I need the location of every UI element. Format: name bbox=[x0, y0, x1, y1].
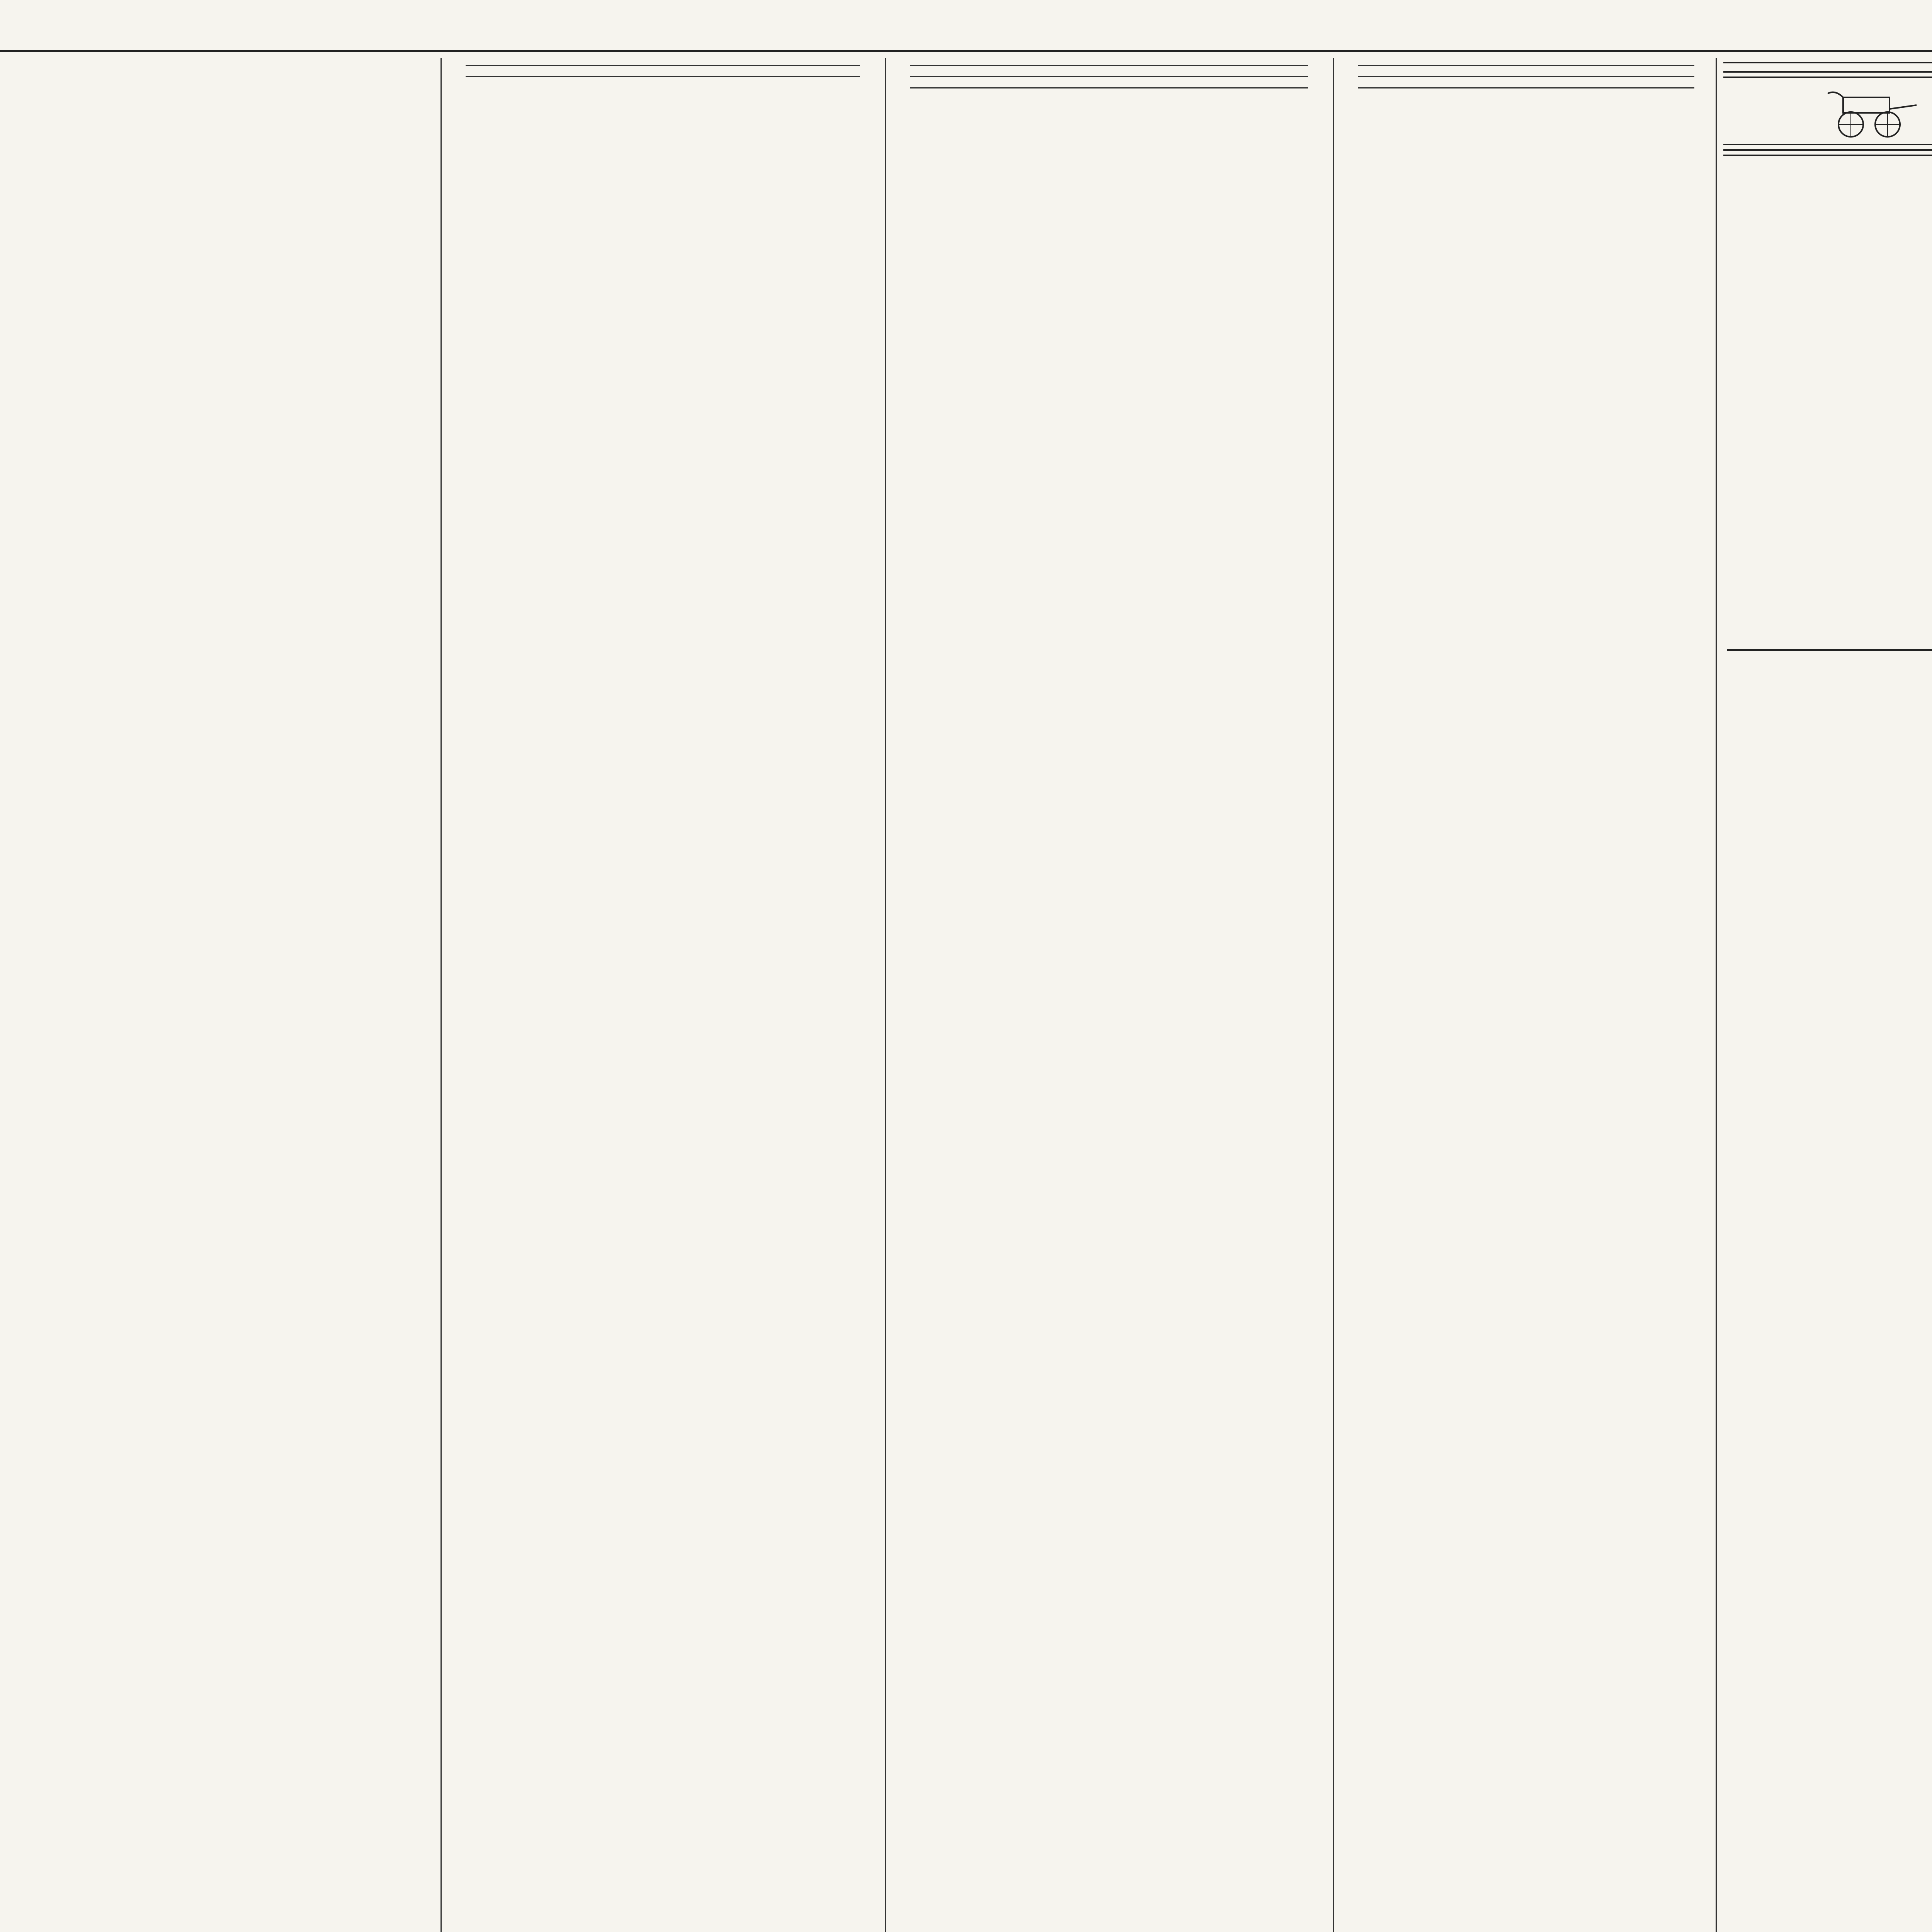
divider bbox=[466, 76, 860, 77]
divider bbox=[1727, 649, 1932, 651]
column-1 bbox=[15, 58, 433, 1932]
column-rule bbox=[885, 58, 886, 1932]
divider bbox=[1723, 77, 1932, 78]
divider bbox=[1358, 87, 1694, 88]
column-4 bbox=[1343, 58, 1710, 1932]
divider bbox=[1723, 144, 1932, 145]
divider bbox=[1723, 155, 1932, 156]
carriage-illustration bbox=[1820, 82, 1920, 140]
divider bbox=[910, 65, 1308, 66]
divider bbox=[1358, 76, 1694, 77]
divider bbox=[466, 65, 860, 66]
column-rule bbox=[1716, 58, 1717, 1932]
divider bbox=[1723, 149, 1932, 151]
column-2 bbox=[450, 58, 875, 1932]
divider bbox=[1358, 65, 1694, 66]
divider bbox=[1723, 62, 1932, 63]
column-rule bbox=[1333, 58, 1334, 1932]
column-3 bbox=[895, 58, 1323, 1932]
divider bbox=[910, 76, 1308, 77]
column-rule bbox=[440, 58, 442, 1932]
column-5 bbox=[1723, 58, 1932, 1932]
divider bbox=[1723, 71, 1932, 73]
divider bbox=[910, 87, 1308, 88]
masthead bbox=[0, 0, 1932, 52]
